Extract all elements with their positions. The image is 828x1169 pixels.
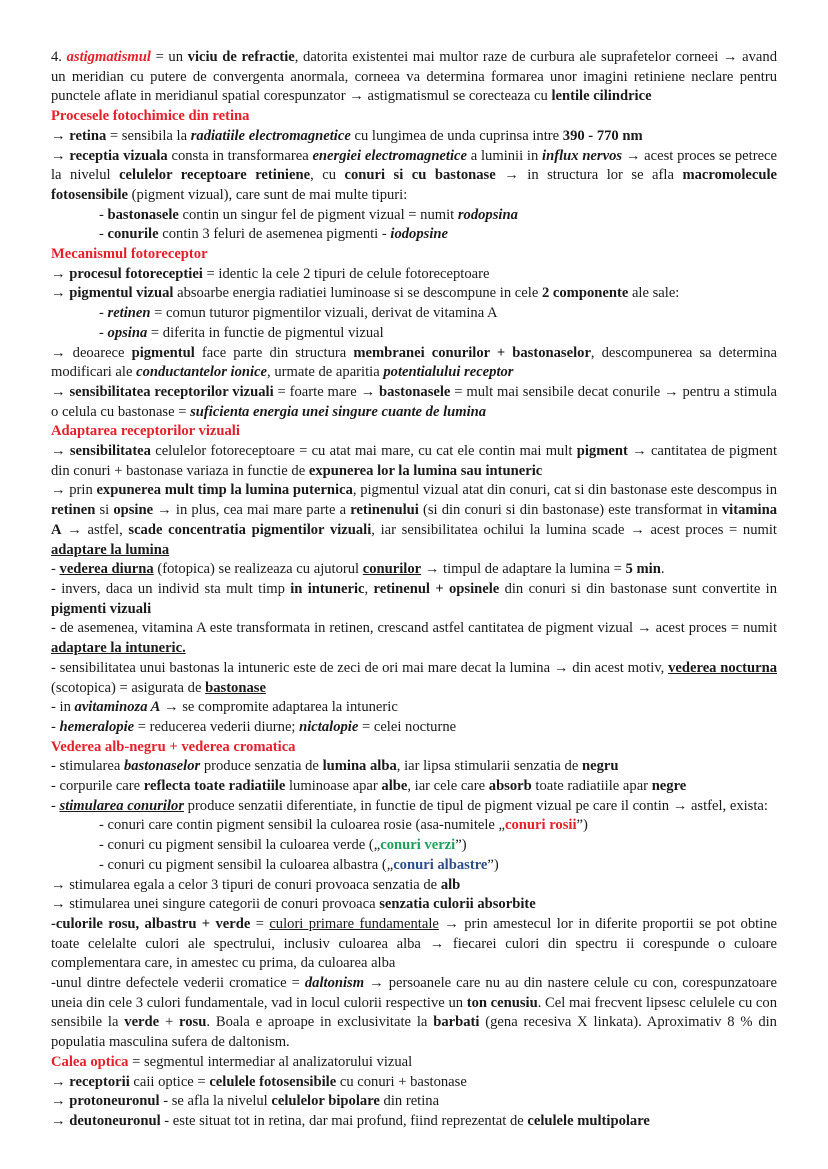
item-number: 4. (51, 49, 67, 65)
text: = un (150, 49, 188, 65)
text: . Cel mai frecvent lipsesc celulele cu con sensibile la (51, 994, 777, 1031)
arrow: → (51, 1073, 70, 1090)
dash: - (99, 305, 108, 322)
bold-text: sensibilitatea receptorilor vizuali (69, 383, 274, 400)
arrow: → (51, 443, 70, 460)
bold-text: vitamina A (51, 502, 778, 538)
bold-text: -culorile rosu, albastru + verde (51, 915, 251, 932)
text: - stimularea (51, 758, 124, 775)
underlined-term: bastonase (205, 679, 266, 696)
text: ”) (455, 837, 467, 854)
text: ”) (576, 817, 588, 834)
text: = comun tuturor pigmentilor vizuali, derivat de vitamina A (150, 305, 498, 322)
text: = mult mai sensibile decat conurile → pentru a stimula o celula cu bastonase = (51, 383, 777, 420)
text: + (159, 1014, 180, 1031)
list-item (51, 324, 777, 344)
bold-text: retinen (51, 502, 96, 519)
section-heading-fotochimice: Procesele fotochimice din retina (51, 108, 250, 125)
bold-text: verde (124, 1014, 160, 1031)
text: → cantitatea de pigment din conuri + bastonase variaza in functie de (51, 443, 777, 479)
bold-italic-text: influx nervos (542, 147, 623, 164)
bold-text: retinenului (350, 502, 419, 519)
section-heading-vederea: Vederea alb-negru + vederea cromatica (51, 738, 296, 755)
text: - conuri cu pigment sensibil la culoarea albastra („ (99, 856, 394, 873)
paragraph (51, 659, 777, 698)
paragraph (51, 127, 777, 147)
underlined-term: vederea nocturna (668, 659, 777, 676)
document-page (51, 48, 777, 1132)
text: = diferita in functie de pigmentul vizual (147, 324, 384, 341)
bold-text: celulelor bipolare (271, 1093, 380, 1110)
bold-text: receptorii (69, 1073, 130, 1090)
bold-text: reflecta toate radiatiile (143, 778, 286, 795)
text: produce senzatii diferentiate, in functie de tipul de pigment vizual pe care il contin → astfel, exista: (184, 797, 768, 814)
bold-italic-text: rodopsina (457, 206, 518, 223)
bold-text: ton cenusiu (466, 994, 538, 1011)
bold-text: pigment (576, 443, 628, 460)
arrow: → (51, 1112, 70, 1129)
text: -unul dintre defectele vederii cromatice = (51, 975, 305, 992)
bold-italic-text: bastonaselor (123, 758, 201, 775)
text: (gena recesiva X linkata). Aproximativ 8 % din populatia masculina sufera de daltonism. (51, 1014, 777, 1051)
text: caii optice = (129, 1073, 210, 1090)
text: (pigment vizual), care sunt de mai multe tipuri: (128, 186, 408, 203)
paragraph (51, 1112, 777, 1132)
text: , (364, 580, 374, 597)
text: a luminii in (466, 147, 543, 164)
bold-text: celulele fotosensibile (209, 1073, 337, 1090)
bold-italic-text: conductantelor ionice (136, 364, 268, 381)
paragraph (51, 1053, 777, 1073)
text: - conuri cu pigment sensibil la culoarea verde („ (99, 837, 381, 854)
paragraph (51, 797, 777, 817)
text: consta in transformarea (167, 147, 313, 164)
paragraph (51, 560, 777, 580)
bold-italic-text: radiatiile electromagnetice (190, 127, 351, 144)
paragraph (51, 442, 777, 481)
bold-text: lentile cilindrice (551, 88, 652, 105)
text: - in (51, 699, 75, 716)
text: = reducerea vederii diurne; (134, 718, 300, 735)
bold-text: viciu de refractie (187, 49, 295, 65)
dash: - (99, 206, 108, 223)
text: . (660, 561, 665, 578)
text: - de asemenea, vitamina A este transformata in retinen, crescand astfel cantitatea de pigment vizual → acest proces = numit (51, 620, 777, 637)
underlined-term: culori primare fundamentale (269, 915, 439, 932)
paragraph (51, 876, 777, 896)
text: din retina (379, 1093, 440, 1110)
bold-italic-text: hemeralopie (59, 718, 135, 735)
green-cones-label: conuri verzi (380, 837, 456, 854)
bold-text: conuri si cu bastonase (344, 167, 496, 184)
text: = foarte mare → (273, 383, 380, 400)
list-item (51, 856, 777, 876)
text: → acest proces se petrece la nivelul (51, 147, 778, 184)
paragraph (51, 718, 777, 738)
paragraph-astigmatism (51, 48, 777, 107)
bold-italic-text: nictalopie (299, 718, 359, 735)
text: - conuri care contin pigment sensibil la culoarea rosie (asa-numitele „ (99, 817, 506, 834)
paragraph (51, 895, 777, 915)
list-item (51, 836, 777, 856)
bold-text: in intuneric (290, 580, 365, 597)
text: → timpul de adaptare la lumina = (421, 561, 626, 578)
paragraph (51, 974, 777, 1053)
bold-text: 5 min (625, 561, 661, 578)
underlined-term: stimularea conurilor (59, 797, 184, 814)
list-item (51, 225, 777, 245)
arrow: → (51, 265, 70, 282)
bold-text: scade concentratia pigmentilor vizuali (128, 521, 372, 538)
bold-italic-text: potentialului receptor (383, 364, 514, 381)
blue-cones-label: conuri albastre (393, 856, 488, 873)
dash: - (99, 324, 108, 341)
text: - invers, daca un individ sta mult timp (51, 580, 291, 597)
text: toate radiatiile apar (531, 778, 652, 795)
text: - sensibilitatea unui bastonas la intuneric este de zeci de ori mai mare decat la lumina → din acest motiv, (51, 659, 669, 676)
bold-text: opsine (113, 502, 154, 519)
bold-text: retina (69, 127, 107, 144)
bold-italic-text: energiei electromagnetice (312, 147, 467, 164)
text: ”) (487, 856, 499, 873)
text: → astfel, (61, 521, 129, 538)
bold-text: receptia vizuala (69, 147, 168, 164)
text: , pigmentul vizual atat din conuri, cat si din bastonase este descompus in (352, 482, 777, 499)
bold-text: protoneuronul (69, 1093, 160, 1110)
text: - este situat tot in retina, dar mai profund, fiind reprezentat de (160, 1112, 528, 1129)
bold-text: celulelor receptoare retiniene (119, 167, 311, 184)
bold-text: negre (651, 778, 687, 795)
bold-text: procesul fotoreceptiei (69, 265, 203, 282)
bold-text: lumina alba (322, 758, 397, 775)
text: (si din conuri si din bastonase) este transformat in (418, 502, 722, 519)
underlined-term: conurilor (362, 561, 422, 578)
arrow: → (51, 383, 70, 400)
paragraph (51, 284, 777, 304)
section-heading-adaptare: Adaptarea receptorilor vizuali (51, 423, 240, 440)
text: → in structura lor se afla (495, 167, 683, 184)
bold-text: pigmentul vizual (69, 285, 174, 302)
list-item (51, 304, 777, 324)
text: = segmentul intermediar al analizatorului vizual (128, 1053, 413, 1070)
text: cu conuri + bastonase (336, 1073, 467, 1090)
bold-text: celulele multipolare (527, 1112, 650, 1129)
text: - corpurile care (51, 778, 144, 795)
paragraph (51, 344, 777, 383)
text: , cu (310, 167, 345, 184)
bold-text: 2 componente (541, 285, 629, 302)
paragraph (51, 265, 777, 285)
text: = celei nocturne (358, 718, 457, 735)
dash: - (99, 226, 108, 243)
bold-text: pigmentul (131, 344, 195, 361)
text: , urmate de aparitia (267, 364, 384, 381)
text: (scotopica) = asigurata de (51, 679, 206, 696)
text: → se compromite adaptarea la intuneric (160, 699, 398, 716)
bold-italic-text: daltonism (304, 975, 365, 992)
text: → stimularea egala a celor 3 tipuri de conuri provoaca senzatia de (51, 876, 441, 893)
bold-text: retinenul + opsinele (373, 580, 500, 597)
paragraph (51, 619, 777, 658)
text: face parte din structura (194, 344, 354, 361)
bold-text: sensibilitatea (69, 443, 151, 460)
dash: - (51, 797, 60, 814)
text: , iar lipsa stimularii senzatia de (396, 758, 582, 775)
bold-italic-text: suficienta energia unei singure cuante de lumina (190, 403, 487, 420)
arrow: → (51, 147, 70, 164)
text: din conuri si din bastonase sunt convertite in (499, 580, 777, 597)
term-astigmatism: astigmatismul (66, 49, 151, 65)
text: . Boala e aproape in exclusivitate la (206, 1014, 434, 1031)
bold-text: 390 - 770 nm (562, 127, 643, 144)
bold-italic-text: iodopsine (390, 226, 448, 243)
text: absoarbe energia radiatiei luminoase si se descompune in cele (173, 285, 542, 302)
text: , iar sensibilitatea ochilui la lumina scade → acest proces = numit (371, 521, 777, 538)
bold-text: negru (581, 758, 619, 775)
paragraph (51, 698, 777, 718)
text: - se afla la nivelul (159, 1093, 272, 1110)
text: → persoanele care nu au din nastere celule cu con, corespunzatoare uneia din cele 3 culori fundamentale, vad in locul culorii respective un (51, 975, 777, 1011)
text: , iar cele care (407, 778, 489, 795)
red-cones-label: conuri rosii (505, 817, 577, 834)
paragraph (51, 915, 777, 974)
list-item (51, 206, 777, 226)
bold-text: pigmenti vizuali (51, 600, 152, 617)
paragraph (51, 481, 777, 560)
text: = identic la cele 2 tipuri de celule fotoreceptoare (202, 265, 490, 282)
arrow: → (51, 285, 70, 302)
bold-italic-text: avitaminoza A (74, 699, 161, 716)
dash: - (51, 718, 60, 735)
text: si (95, 502, 114, 519)
text: contin 3 feluri de asemenea pigmenti - (158, 226, 391, 243)
bold-text: macromolecule fotosensibile (51, 167, 777, 203)
bold-text: albe (381, 778, 408, 795)
bold-italic-text: retinen (107, 305, 151, 322)
bold-text: bastonasele (379, 383, 451, 400)
text: contin un singur fel de pigment vizual = numit (178, 206, 458, 223)
bold-text: membranei conurilor + bastonaselor (353, 344, 591, 361)
paragraph (51, 1092, 777, 1112)
text: → prin (51, 482, 97, 499)
bold-text: barbati (433, 1014, 480, 1031)
underlined-term: vederea diurna (59, 561, 154, 578)
dash: - (51, 561, 60, 578)
bold-text: rosu (179, 1014, 207, 1031)
paragraph (51, 757, 777, 777)
text: produce senzatia de (200, 758, 323, 775)
text: luminoase apar (285, 778, 382, 795)
text: , descompunerea sa determina modificari ale (51, 344, 778, 381)
text: = sensibila la (106, 127, 191, 144)
bold-italic-text: opsina (107, 324, 148, 341)
list-item (51, 816, 777, 836)
text: → prin amestecul lor in diferite proportii se pot obtine toate celelalte culori ale spectrului, inclusiv culoarea alba → fiecarei culori din spectru ii corespunde o culoare complementara care, in amestec cu prima, da culoarea alba (51, 915, 778, 972)
text: ale sale: (628, 285, 680, 302)
paragraph (51, 777, 777, 797)
bold-text: absorb (488, 778, 532, 795)
underlined-term: adaptare la lumina (51, 541, 170, 558)
arrow: → (51, 1093, 70, 1110)
bold-text: expunerea mult timp la lumina puternica (96, 482, 353, 499)
text: celulelor fotoreceptoare = cu atat mai mare, cu cat ele contin mai mult (150, 443, 577, 460)
bold-text: senzatia culorii absorbite (379, 896, 536, 913)
text: cu lungimea de unda cuprinsa intre (350, 127, 563, 144)
bold-text: conurile (107, 226, 159, 243)
text: , datorita existentei mai multor raze de curbura ale suprafetelor corneei → avand un meridian cu putere de convergenta anormala, corneea va determina formarea unor imagini retiniene neclare pentru punctele aflate in meridianul spatial corespunzator → astigmatismul se corecteaza cu (51, 49, 778, 105)
bold-text: expunerea lor la lumina sau intuneric (308, 462, 543, 479)
paragraph (51, 383, 777, 422)
text: (fotopica) se realizeaza cu ajutorul (153, 561, 363, 578)
section-heading-mecanism: Mecanismul fotoreceptor (51, 246, 208, 263)
text: → in plus, cea mai mare parte a (153, 502, 351, 519)
arrow: → (51, 127, 70, 144)
text: → stimularea unei singure categorii de conuri provoaca (51, 896, 380, 913)
section-heading-calea-optica: Calea optica (51, 1053, 129, 1070)
text: → deoarece (51, 344, 132, 361)
paragraph (51, 1073, 777, 1093)
underlined-term: adaptare la intuneric. (51, 640, 186, 657)
text: = (250, 915, 270, 932)
paragraph (51, 580, 777, 619)
paragraph (51, 147, 777, 206)
bold-text: bastonasele (107, 206, 179, 223)
bold-text: deutoneuronul (69, 1112, 161, 1129)
bold-text: alb (440, 876, 461, 893)
